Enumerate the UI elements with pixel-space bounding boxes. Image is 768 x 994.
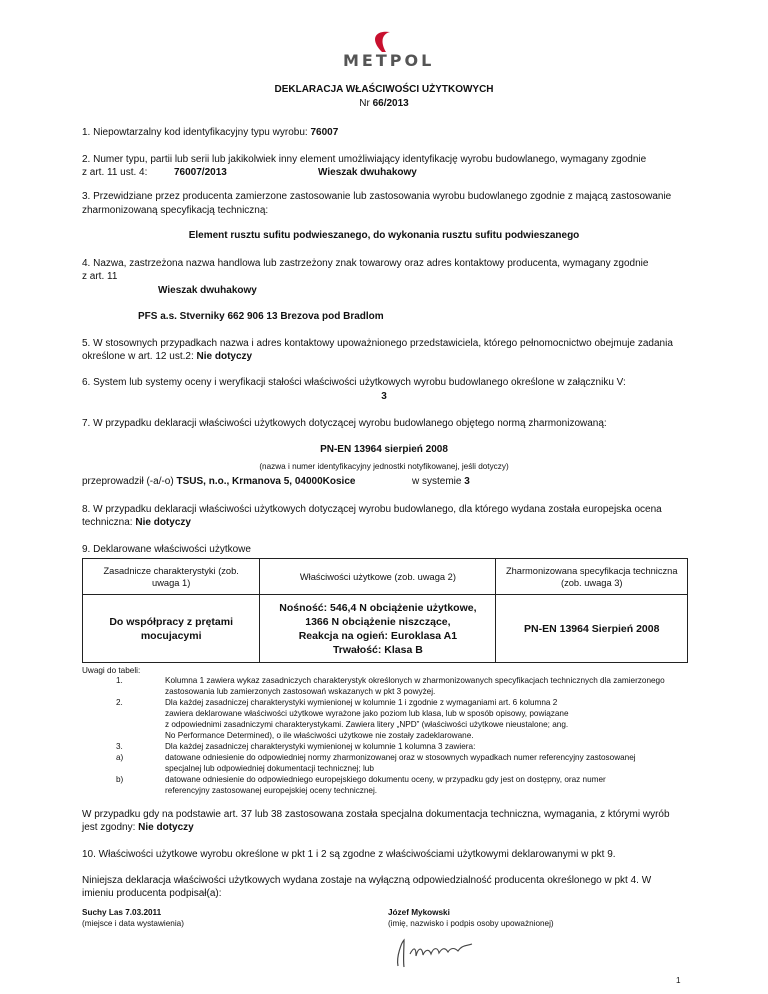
note-b-line: datowane odniesienie do odpowiedniego europejskiego dokumentu oceny, w przypadku gdy jest on dostępny, oraz numer	[165, 775, 606, 784]
section-9-title: 9. Deklarowane właściwości użytkowe	[82, 544, 251, 555]
note-3-line: Dla każdej zasadniczej charakterystyki wymienionej w kolumnie 1 kolumna 3 zawiera:	[165, 742, 476, 751]
number-value: 66/2013	[372, 98, 409, 109]
note-2-number: 2.	[116, 698, 123, 707]
section-2-line2: z art. 11 ust. 4:	[82, 167, 148, 178]
note-2-line: Dla każdej zasadniczej charakterystyki wymienionej w kolumnie 1 i zgodnie z wymaganiami art. 6 kolumna 2	[165, 698, 558, 707]
properties-table	[82, 558, 688, 663]
section-4-line2: z art. 11	[82, 271, 118, 282]
section-7-note: (nazwa i numer identyfikacyjny jednostki notyfikowanej, jeśli dotyczy)	[259, 462, 509, 471]
performance-line: Reakcja na ogień: Euroklasa A1	[298, 629, 458, 642]
section-7-standard: PN-EN 13964 sierpień 2008	[320, 444, 448, 455]
document-number	[0, 97, 768, 110]
section-8-line1: 8. W przypadku deklaracji właściwości użytkowych dotyczącej wyrobu budowlanego, dla którego wydana została europejska ocena	[82, 504, 662, 515]
table-cell-specification: PN-EN 13964 Sierpień 2008	[496, 595, 688, 663]
performance-line: Trwałość: Klasa B	[332, 643, 423, 656]
signatory-name: Józef Mykowski	[388, 908, 450, 917]
section-2-value1: 76007/2013	[174, 167, 227, 178]
special-doc-line2	[82, 821, 194, 834]
section-7-performed-by	[82, 475, 355, 488]
special-doc-label: jest zgodny:	[82, 822, 136, 833]
note-2-line: No Performance Determined), o ile właściwości użytkowe nie zostały zadeklarowane.	[165, 731, 474, 740]
place-date-label: (miejsce i data wystawienia)	[82, 919, 184, 928]
table-cell-performance	[260, 595, 496, 663]
note-b-line: referencyjny zastosowanej europejskiej oceny technicznej.	[165, 786, 378, 795]
section-1-text: 1. Niepowtarzalny kod identyfikacyjny typu wyrobu:	[82, 127, 308, 138]
section-4-value1: Wieszak dwuhakowy	[158, 285, 257, 296]
table-header-characteristics: Zasadnicze charakterystyki (zob. uwaga 1)	[83, 559, 260, 595]
handwritten-signature	[392, 936, 482, 970]
section-3-value: Element rusztu sufitu podwieszanego, do wykonania rusztu sufitu podwieszanego	[188, 230, 580, 241]
document-title: DEKLARACJA WŁAŚCIWOŚCI UŻYTKOWYCH	[274, 84, 494, 95]
note-1-number: 1.	[116, 676, 123, 685]
section-2-line1: 2. Numer typu, partii lub serii lub jakikolwiek inny element umożliwiający identyfikację wyrobu budowlanego, wymagany zgodnie	[82, 154, 647, 165]
section-1	[82, 126, 338, 139]
note-1-line: zastosowania lub zamierzonych zastosowań wskazanych w pkt 3 powyżej.	[165, 687, 436, 696]
section-3-line2: zharmonizowaną specyfikacją techniczną:	[82, 205, 269, 216]
section-7-system	[412, 475, 470, 488]
note-a-line: datowane odniesienie do odpowiedniej normy zharmonizowanej oraz w stosownych wypadkach numer referencyjny zastosowanej	[165, 753, 636, 762]
performed-by-value: TSUS, n.o., Krmanova 5, 04000Kosice	[176, 476, 356, 487]
note-2-line: z odpowiednimi zasadniczymi charakterystykami. Zawiera litery „NPD” (właściwości użytkowe nieustalone; ang.	[165, 720, 569, 729]
section-10: 10. Właściwości użytkowe wyrobu określone w pkt 1 i 2 są zgodne z właściwościami użytkowymi deklarowanymi w pkt 9.	[82, 849, 616, 860]
performance-line: Nośność: 546,4 N obciążenie użytkowe,	[279, 601, 477, 614]
signatory-label: (imię, nazwisko i podpis osoby upoważnionej)	[388, 919, 554, 928]
notes-title: Uwagi do tabeli:	[82, 666, 141, 675]
place-date: Suchy Las 7.03.2011	[82, 908, 162, 917]
section-6-line1: 6. System lub systemy oceny i weryfikacji stałości właściwości użytkowych wyrobu budowlanego określone w załączniku V:	[82, 377, 626, 388]
performance-line: 1366 N obciążenie niszczące,	[305, 615, 451, 628]
table-header-specification: Zharmonizowana specyfikacja techniczna (zob. uwaga 3)	[496, 559, 688, 595]
note-a-label: a)	[116, 753, 124, 762]
section-1-value: 76007	[310, 127, 339, 138]
table-header-row	[83, 559, 688, 595]
table-cell-characteristic: Do współpracy z prętami mocujacymi	[83, 595, 260, 663]
table-header-performance: Właściwości użytkowe (zob. uwaga 2)	[260, 559, 496, 595]
section-8-label: techniczna:	[82, 517, 133, 528]
section-5-value: Nie dotyczy	[196, 351, 253, 362]
table-row	[83, 595, 688, 663]
section-5-label: określone w art. 12 ust.2:	[82, 351, 194, 362]
number-prefix: Nr	[359, 98, 370, 109]
special-doc-value: Nie dotyczy	[138, 822, 194, 833]
note-2-line: zawiera deklarowane właściwości użytkowe wyrażone jako poziom lub klasa, lub w sposób opisowy, powiązane	[165, 709, 569, 718]
note-a-line: specjalnej lub odpowiedniej dokumentacji technicznej; lub	[165, 764, 374, 773]
closing-line2: imieniu producenta podpisał(a):	[82, 888, 222, 899]
section-2-value2: Wieszak dwuhakowy	[318, 167, 417, 178]
system-label: w systemie	[412, 476, 462, 487]
section-3-line1: 3. Przewidziane przez producenta zamierzone zastosowanie lub zastosowania wyrobu budowlanego zgodnie z mającą zastosowanie	[82, 191, 672, 202]
section-4-value2: PFS a.s. Stverniky 662 906 13 Brezova pod Bradlom	[138, 311, 384, 322]
closing-line1: Niniejsza deklaracja właściwości użytkowych wydana zostaje na wyłączną odpowiedzialność producenta określonego w pkt 4. W	[82, 875, 652, 886]
section-5-line1: 5. W stosownych przypadkach nazwa i adres kontaktowy upoważnionego przedstawiciela, którego pełnomocnictwo obejmuje zadania	[82, 338, 673, 349]
section-8-line2	[82, 516, 191, 529]
section-6-value: 3	[381, 391, 387, 402]
note-1-line: Kolumna 1 zawiera wykaz zasadniczych charakterystyk określonych w zharmonizowanych specyfikacjach technicznych dla zamierzonego	[165, 676, 665, 685]
page-number: 1	[676, 976, 681, 985]
section-5-line2	[82, 350, 252, 363]
section-4-line1: 4. Nazwa, zastrzeżona nazwa handlowa lub zastrzeżony znak towarowy oraz adres kontaktowy producenta, wymagany zgodnie	[82, 258, 649, 269]
company-logo	[330, 28, 450, 70]
logo-text: METPOL	[343, 51, 435, 70]
section-8-value: Nie dotyczy	[135, 517, 191, 528]
performed-by-label: przeprowadził (-a/-o)	[82, 476, 174, 487]
note-b-label: b)	[116, 775, 124, 784]
special-doc-line1: W przypadku gdy na podstawie art. 37 lub 38 zastosowana została specjalna dokumentacja techniczna, wymagania, z którymi wyrób	[82, 809, 670, 820]
section-7-line1: 7. W przypadku deklaracji właściwości użytkowych dotyczącej wyrobu budowlanego objętego normą zharmonizowaną:	[82, 418, 607, 429]
note-3-number: 3.	[116, 742, 123, 751]
system-value: 3	[464, 476, 470, 487]
